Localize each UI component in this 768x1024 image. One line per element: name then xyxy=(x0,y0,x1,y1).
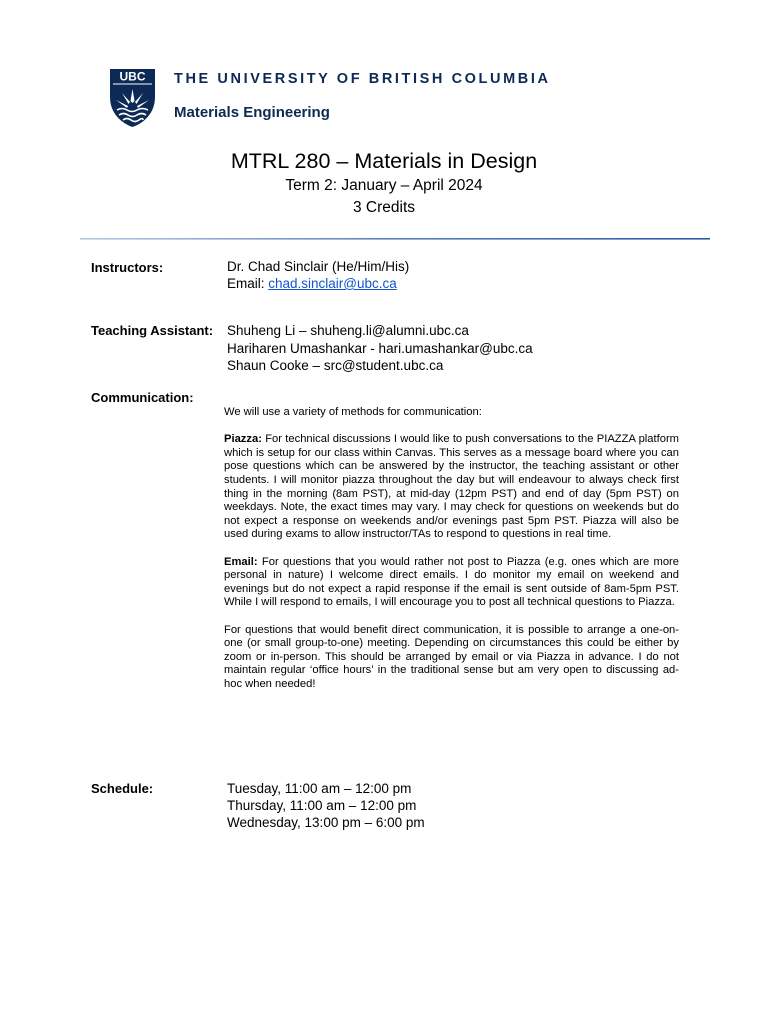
piazza-text: For technical discussions I would like to push conversations to the PIAZZA platform which is setup for our class within Canvas. This serves as a message board where you can pose questions which can be answered by the instructor, the teaching assistant or other students. I will monitor piazza throughout the day but will endeavour to always check first thing in the morning (8am PST), at mid-day (12pm PST) and end of day (5pm PST) on weekdays. Note, the exact times may vary. I may check for questions on weekends but do not expect a response on weekends and/or evenings past 5pm PST. Piazza will also be used during exams to allow instructor/TAs to respond to questions in real time. xyxy=(224,433,679,541)
course-term: Term 2: January – April 2024 xyxy=(285,177,483,194)
email-label: Email: xyxy=(224,555,258,568)
communication-intro: We will use a variety of methods for communication: xyxy=(224,406,482,418)
instructors-label: Instructors: xyxy=(91,260,164,275)
instructor-email-link[interactable]: chad.sinclair@ubc.ca xyxy=(268,276,397,291)
ta-line: Hariharen Umashankar - hari.umashankar@ubc.ca xyxy=(227,341,533,356)
schedule-line: Wednesday, 13:00 pm – 6:00 pm xyxy=(227,815,425,830)
schedule-line: Tuesday, 11:00 am – 12:00 pm xyxy=(227,781,412,796)
ta-line: Shuheng Li – shuheng.li@alumni.ubc.ca xyxy=(227,323,469,338)
instructor-email-line xyxy=(227,275,397,292)
schedule-line: Thursday, 11:00 am – 12:00 pm xyxy=(227,798,417,813)
instructor-name: Dr. Chad Sinclair (He/Him/His) xyxy=(227,259,410,274)
course-title: MTRL 280 – Materials in Design xyxy=(230,149,538,173)
logo-text: UBC xyxy=(119,69,146,84)
email-text: For questions that you would rather not post to Piazza (e.g. ones which are more personal in nature) I welcome direct emails. I do monitor my email on weekend and evenings but do not expect a rapid response if the email is sent outside of 8am-5pm PST. While I will respond to emails, I will encourage you to post all technical questions to Piazza. xyxy=(224,555,679,609)
teaching-assistant-label: Teaching Assistant: xyxy=(91,323,214,338)
meeting-paragraph: For questions that would benefit direct communication, it is possible to arrange a one-on-one (or small group-to-one) meeting. Depending on circumstances this could be either by zoom or in-person. This should be arranged by email or via Piazza in advance. I do not maintain regular ‘office hours’ in the traditional sense but am very open to discussing ad-hoc when needed! xyxy=(224,623,679,690)
email-paragraph xyxy=(224,556,679,610)
piazza-label: Piazza: xyxy=(224,433,262,446)
university-name: THE UNIVERSITY OF BRITISH COLUMBIA xyxy=(174,71,551,87)
communication-label: Communication: xyxy=(91,390,194,405)
ta-line: Shaun Cooke – src@student.ubc.ca xyxy=(227,358,444,373)
piazza-paragraph xyxy=(224,433,679,542)
header-divider xyxy=(80,236,710,242)
instructor-email-prefix: Email: xyxy=(227,276,269,291)
schedule-label: Schedule: xyxy=(91,781,154,796)
communication-body xyxy=(224,406,679,705)
course-credits: 3 Credits xyxy=(352,199,416,216)
department-name: Materials Engineering xyxy=(174,104,330,121)
ubc-logo xyxy=(108,67,157,129)
